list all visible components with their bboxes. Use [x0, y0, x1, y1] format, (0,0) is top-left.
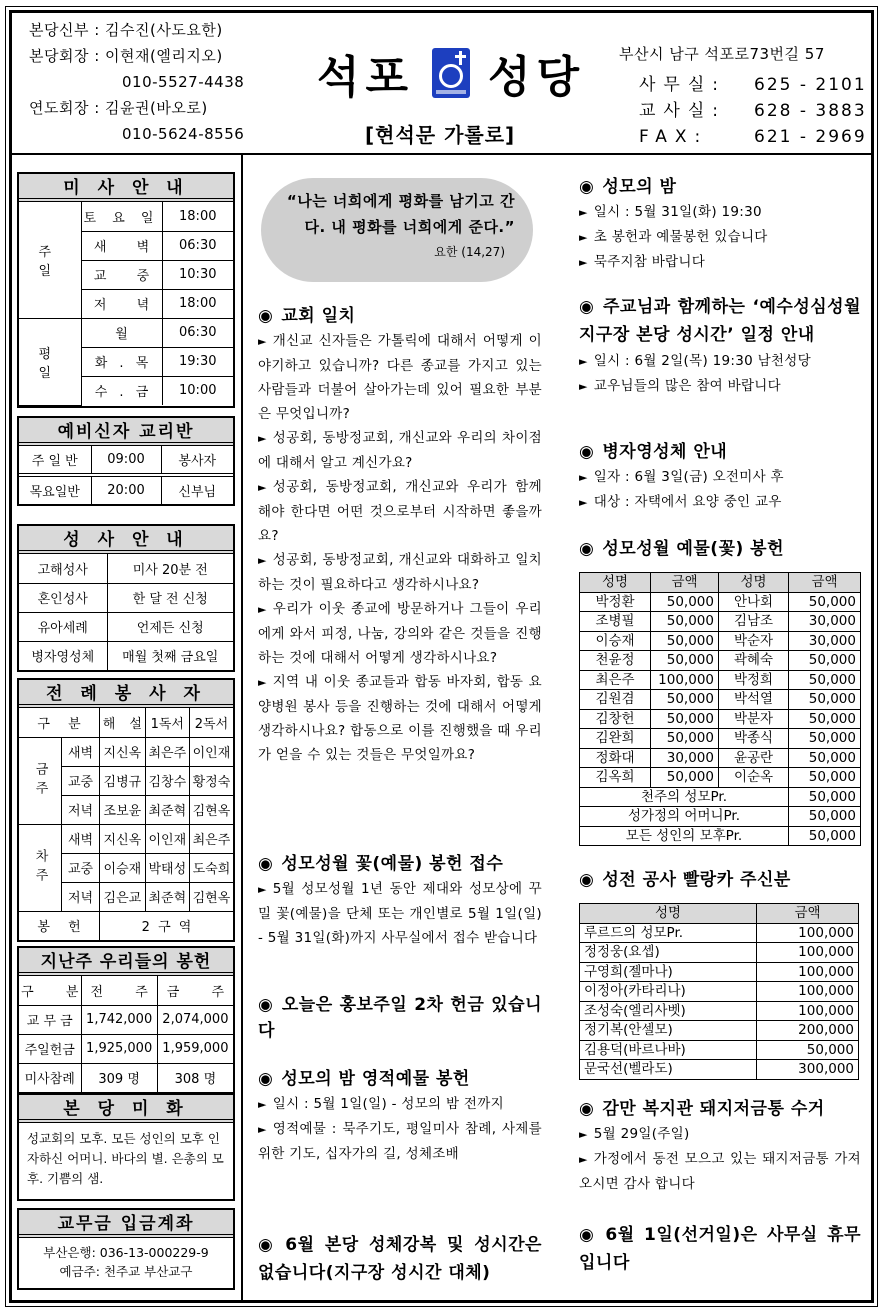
president-line: 본당회장 : 이현재(엘리지오): [29, 47, 223, 65]
section-flower-offering: ◉ 성모성월 꽃(예물) 봉헌 접수 ► 5월 성모성월 1년 동안 제대와 성모상에 꾸밀 꽃(예물)을 단체 또는 개인별로 5월 1일(일) - 5월 31일(화)까지 사무실에서 접수 받습니다: [258, 854, 542, 946]
box-title: 예비신자 교리반: [19, 418, 233, 446]
title-right: 성당: [488, 52, 586, 103]
section-marian-night: ◉ 성모의 밤 ► 일시 : 5월 31일(화) 19:30 ► 초 봉헌과 예물봉헌 있습니다 ► 묵주지참 바랍니다: [579, 177, 768, 270]
arrow-icon: ►: [258, 432, 267, 445]
liturgy-servers-box: [17, 678, 235, 942]
president-phone: 010-5527-4438: [122, 73, 245, 91]
contact-office: 사무실: 625 - 2101: [639, 75, 867, 95]
scripture-quote: [261, 178, 533, 282]
arrow-icon: ►: [579, 206, 588, 219]
table-row: 천주의 성모Pr. 50,000: [580, 787, 861, 807]
bullet-icon: ◉: [258, 1069, 274, 1089]
section-june-benediction: ◉ 6월 본당 성체강복 및 성시간은 없습니다(지구장 성시간 대체): [258, 1235, 542, 1283]
church-logo-icon: [432, 48, 470, 98]
last-week-offering-box: [17, 946, 235, 1094]
arrow-icon: ►: [579, 471, 588, 484]
church-title: [317, 41, 585, 105]
title-left: 석포: [317, 52, 415, 103]
bullet-icon: ◉: [579, 297, 595, 317]
arrow-icon: ►: [258, 554, 267, 567]
table-row: 김완희 50,000 박종식 50,000: [580, 729, 861, 749]
section-spiritual-offering: ◉ 성모의 밤 영적예물 봉헌 ► 일시 : 5월 1일(일) - 성모의 밤 전까지 ► 영적예물 : 묵주기도, 평일미사 참례, 사제를 위한 기도, 십자가의 길, 성체조배: [258, 1069, 542, 1162]
contact-teachers: 교사실: 628 - 3883: [639, 101, 867, 121]
table-row: 김원겸 50,000 박석열 50,000: [580, 690, 861, 710]
column-divider: [241, 155, 243, 1300]
catechumen-table: 주 일 반 09:00 봉사자 목요일반 20:00 신부님: [19, 446, 233, 504]
section-church-unity: ◉ 교회 일치 ► 개신교 신자들은 가톨릭에 대해서 어떻게 이야기하고 있습니까? 다른 종교를 가지고 있는 사람들과 더불어 살아가는데 있어 필요한 부분은 무엇입니까? ► 성공회, 동방정교회, 개신교와 우리의 차이점에 대해서 알고 계신가요? ► 성공회, 동방정교회, 개신교와 우리가 함께 해야 한다면 어떤 것으로부터 시작하면 좋을까요? ► 성공회, 동방정교회, 개신교와 대화하고 일치하는 것이 필요하다고 생각하시나요? ► 우리가 이웃 종교에 방문하거나 그들이 우리에게 와서 피정, 나눔, 강의와 같은 것들을 진행하는 것에 대해서 어떻게 생각하시나요? ► 지역 내 이웃 종교들과 합동 바자회, 합동 요양병원 봉사 등을 진행하는 것에 대해서 어떻게 생각하시나요? 합동으로 이를 진행했을 때 우리가 얻을 수 있는 것들은 무엇일까요?: [258, 306, 542, 763]
arrow-icon: ►: [258, 883, 267, 896]
table-row: 김창헌 50,000 박분자 50,000: [580, 709, 861, 729]
table-row: 모든 성인의 모후Pr. 50,000: [580, 826, 861, 846]
table-row: 이정아(카타리나) 100,000: [580, 982, 859, 1002]
bullet-icon: ◉: [258, 1235, 278, 1255]
arrow-icon: ►: [579, 1153, 588, 1166]
arrow-icon: ►: [258, 335, 267, 348]
assoc-president-phone: 010-5624-8556: [122, 125, 245, 143]
bullet-icon: ◉: [579, 1099, 595, 1119]
bullet-icon: ◉: [258, 854, 274, 874]
offering-table: 구 분 전 주 금 주 교 무 금 1,742,000 2,074,000 주일헌금 1,925,000 1,959,000 미사참례 309 명 308 명: [19, 976, 233, 1092]
table-row: 김옥희 50,000 이순옥 50,000: [580, 768, 861, 788]
box-title: 본 당 미 화: [19, 1095, 233, 1123]
table-row: 정화대 30,000 윤공란 50,000: [580, 748, 861, 768]
section-second-collection: ◉ 오늘은 홍보주일 2차 헌금 있습니다: [258, 995, 542, 1041]
patron-box: [17, 1093, 235, 1201]
table-row: 박정환 50,000 안나회 50,000: [580, 592, 861, 612]
mass-schedule-box: [17, 172, 235, 408]
bullet-icon: ◉: [258, 995, 274, 1015]
assoc-president-line: 연도회장 : 김윤권(바오로): [29, 99, 208, 117]
arrow-icon: ►: [579, 256, 588, 269]
catechumen-box: [17, 416, 235, 506]
section-piggy-bank: ◉ 감만 복지관 돼지저금통 수거 ► 5월 29일(주일) ► 가정에서 동전 모으고 있는 돼지저금통 가져오시면 감사 합니다: [579, 1099, 861, 1192]
contact-fax: FAX: 621 - 2969: [639, 127, 867, 147]
patron-subtitle: [현석문 가롤로]: [365, 123, 516, 147]
section-flower-donors: ◉ 성모성월 예물(꽃) 봉헌 성명 금액 성명 금액 박정환 50,000 안나회 50,000 조병필 50,000 김남조 30,000 이승재 50,000 박순자 30,000 천윤정 50,000 곽혜숙 50,000 최은주 100,000 박정희 50,000 김원겸 50,000 박석열 50,000 김창헌 50,000 박분자 50,000 김완희 50,000 박종식 50,000 정화대 30,000 윤공란 50,000 김옥희 50,000 이순옥 50,000 천주의 성모Pr. 50,000 성가정의 어머니Pr. 50,000 모든 성인의 모후Pr. 50,000: [579, 536, 861, 846]
table-row: 루르드의 성모Pr. 100,000: [580, 923, 859, 943]
table-row: 조병필 50,000 김남조 30,000: [580, 612, 861, 632]
patron-text: 성교회의 모후. 모든 성인의 모후 인자하신 어머니. 바다의 별. 은총의 모후. 기쁨의 샘.: [27, 1131, 224, 1186]
arrow-icon: ►: [258, 481, 267, 494]
contact-info: [619, 43, 867, 150]
table-row: 정기복(안셀모) 200,000: [580, 1021, 859, 1041]
box-title: 전 례 봉 사 자: [19, 680, 233, 708]
table-row: 최은주 100,000 박정희 50,000: [580, 670, 861, 690]
table-row: 조성숙(엘리사벳) 100,000: [580, 1001, 859, 1021]
arrow-icon: ►: [258, 603, 267, 616]
box-title: 성 사 안 내: [19, 526, 233, 554]
bulletin-header: [12, 13, 871, 155]
section-sick-communion: ◉ 병자영성체 안내 ► 일자 : 6월 3일(금) 오전미사 후 ► 대상 : 자택에서 요양 중인 교우: [579, 442, 784, 510]
flower-donors-table: 성명 금액 성명 금액 박정환 50,000 안나회 50,000 조병필 50,000 김남조 30,000 이승재 50,000 박순자 30,000 천윤정 50,000 곽혜숙 50,000 최은주 100,000 박정희 50,000 김원겸 50,000 박석열 50,000 김창헌 50,000 박분자 50,000 김완희 50,000 박종식 50,000 정화대 30,000 윤공란 50,000 김옥희 50,000 이순옥 50,000 천주의 성모Pr. 50,000 성가정의 어머니Pr. 50,000 모든 성인의 모후Pr. 50,000: [579, 572, 861, 846]
box-title: 교무금 입금계좌: [19, 1210, 233, 1238]
deposit-holder: 예금주: 천주교 부산교구: [59, 1264, 193, 1279]
table-row: 이승재 50,000 박순자 30,000: [580, 631, 861, 651]
arrow-icon: ►: [258, 1098, 267, 1111]
box-title: 지난주 우리들의 봉헌: [19, 948, 233, 976]
arrow-icon: ►: [579, 1128, 588, 1141]
quote-source: 요한 (14,27): [434, 245, 505, 259]
mass-schedule-table: 주 일 토 요 일 18:00 새 벽 06:30 교 중 10:30 저 녁 18:00 평 일 월 06:30 화 . 목 19:30 수 . 금 10:00: [19, 202, 233, 406]
bullet-icon: ◉: [579, 539, 595, 559]
address: 부산시 남구 석포로73번길 57: [619, 45, 825, 63]
table-row: 구영희(젤마나) 100,000: [580, 962, 859, 982]
section-office-closed: ◉ 6월 1일(선거일)은 사무실 휴무입니다: [579, 1225, 861, 1273]
arrow-icon: ►: [579, 231, 588, 244]
section-holy-hour: ◉ 주교님과 함께하는 ‘예수성심성월 지구장 본당 성시간’ 일정 안내 ► 일시 : 6월 2일(목) 19:30 남천성당 ► 교우님들의 많은 참여 바랍니다: [579, 297, 862, 394]
table-row: 김용덕(바르나바) 50,000: [580, 1040, 859, 1060]
arrow-icon: ►: [579, 380, 588, 393]
deposit-bank: 부산은행: 036-13-000229-9: [43, 1245, 209, 1260]
table-row: 천윤정 50,000 곽혜숙 50,000: [580, 651, 861, 671]
bullet-icon: ◉: [258, 306, 274, 326]
liturgy-servers-table: 구 분 해 설 1독서 2독서 금주 새벽 지신옥 최은주 이인재 교중 김병규 김창수 황정숙 저녁 조보윤 최준혁 김현옥 차주 새벽 지신옥 이인재 최은주 교중 이승재 박태성 도숙희 저녁 김은교 최준혁 김현옥 봉 헌 2 구 역: [19, 708, 233, 940]
section-curtain-donors: ◉ 성전 공사 빨랑카 주신분 성명 금액 루르드의 성모Pr. 100,000 정정웅(요셉) 100,000 구영희(젤마나) 100,000 이정아(카타리나) 100,000 조성숙(엘리사벳) 100,000 정기복(안셀모) 200,000 김용덕(바르나바) 50,000 문국선(벨라도) 300,000: [579, 867, 859, 1080]
bullet-icon: ◉: [579, 177, 595, 197]
table-row: 정정웅(요셉) 100,000: [580, 943, 859, 963]
arrow-icon: ►: [258, 1123, 267, 1136]
arrow-icon: ►: [258, 676, 267, 689]
quote-text: “나는 너희에게 평화를 남기고 간다. 내 평화를 너희에게 준다.”: [286, 192, 515, 236]
sacraments-table: 고해성사 미사 20분 전 혼인성사 한 달 전 신청 유아세례 언제든 신청 병자영성체 매월 첫째 금요일: [19, 554, 233, 670]
pastor-line: 본당신부 : 김수진(사도요한): [29, 21, 223, 39]
table-row: 문국선(벨라도) 300,000: [580, 1060, 859, 1080]
clergy-info: [29, 17, 244, 147]
deposit-box: [17, 1208, 235, 1290]
curtain-donors-table: 성명 금액 루르드의 성모Pr. 100,000 정정웅(요셉) 100,000 구영희(젤마나) 100,000 이정아(카타리나) 100,000 조성숙(엘리사벳) 100,000 정기복(안셀모) 200,000 김용덕(바르나바) 50,000 문국선(벨라도) 300,000: [579, 903, 859, 1080]
table-row: 성가정의 어머니Pr. 50,000: [580, 807, 861, 827]
bullet-icon: ◉: [579, 870, 595, 890]
bullet-icon: ◉: [579, 442, 595, 462]
arrow-icon: ►: [579, 355, 588, 368]
box-title: 미 사 안 내: [19, 174, 233, 202]
arrow-icon: ►: [579, 496, 588, 509]
sacraments-box: [17, 524, 235, 672]
bullet-icon: ◉: [579, 1225, 598, 1245]
